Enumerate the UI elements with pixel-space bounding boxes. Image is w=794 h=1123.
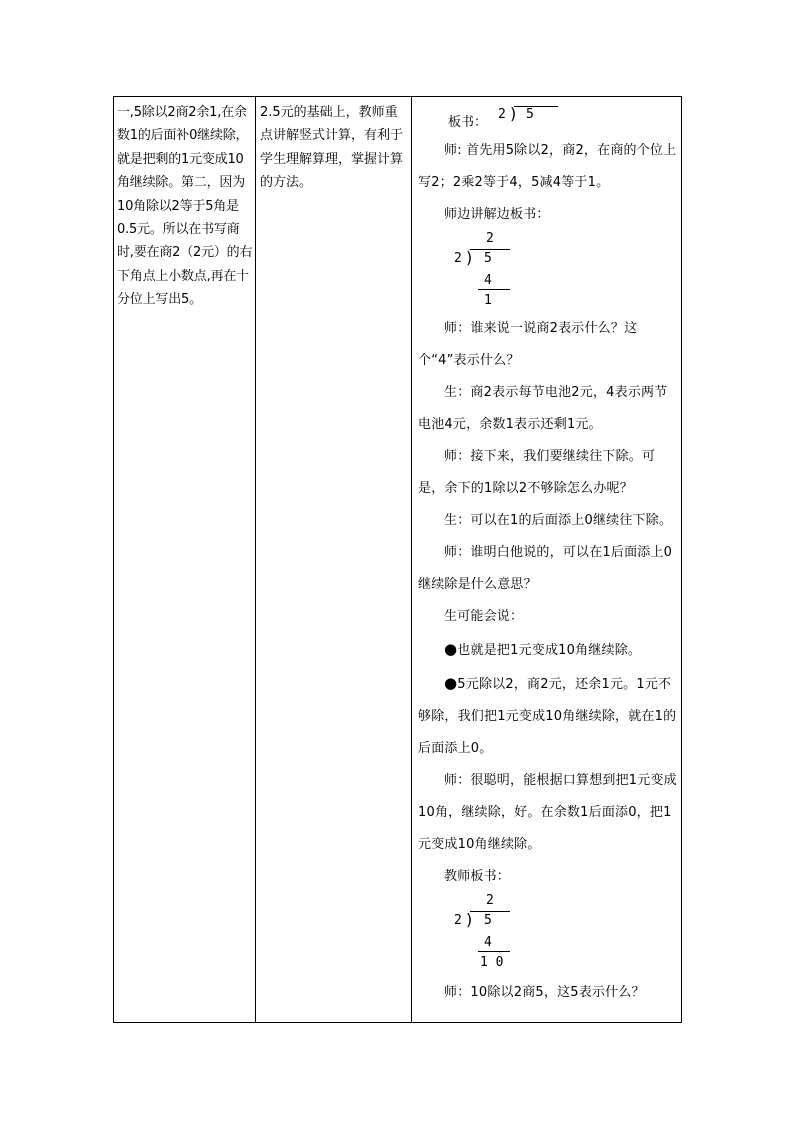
divisor: 2 (454, 913, 462, 928)
quotient: 2 (486, 893, 494, 908)
paragraph: 生可能会说： (444, 609, 524, 624)
bullet-item: ●5元除以2，商2元，还余1元。1元不够除，我们把1元变成10角继续除，就在1的后面添上0。 (418, 674, 677, 756)
remainder: 1 (484, 293, 492, 308)
lesson-table (113, 96, 682, 1023)
teaching-note-text: 2.5元的基础上，教师重点讲解竖式计算，有利于学生理解算理，掌握计算的方法。 (260, 105, 404, 191)
board-label: 板书： (448, 115, 488, 130)
bullet-icon: ● (444, 674, 458, 692)
dividend: 5 (526, 107, 534, 122)
paragraph: 师：10除以2商5，这5表示什么？ (444, 985, 645, 1000)
paragraph: 生：可以在1的后面添上0继续往下除。 (444, 513, 673, 528)
teaching-note-column (256, 97, 412, 195)
paragraph: 师: 首先用5除以2，商2，在商的个位上写2；2乘2等于4，5减4等于1。 (418, 143, 677, 190)
paragraph: 师：谁明白他说的，可以在1后面添上0继续除是什么意思？ (418, 545, 673, 592)
divisor: 2 (454, 251, 462, 266)
quotient: 2 (486, 231, 494, 246)
division-bar (470, 911, 510, 912)
paragraph: 师：很聪明，能根据口算想到把1元变成10角，继续除，好。在余数1后面添0，把1元变成10角继续除。 (418, 773, 677, 852)
dividend: 5 (484, 251, 492, 266)
long-division-board-2 (418, 231, 679, 313)
long-division-board-3 (418, 893, 679, 977)
paragraph: 生：商2表示每节电池2元，4表示两节电池4元，余数1表示还剩1元。 (418, 385, 668, 432)
bullet-item: ●也就是把1元变成10角继续除。 (444, 640, 642, 658)
paragraph: 师边讲解边板书： (444, 207, 550, 222)
board-writing-1 (418, 97, 679, 135)
paragraph: 师：接下来，我们要继续往下除。可是，余下的1除以2不够除怎么办呢？ (418, 449, 656, 496)
divisor: 2 (498, 107, 506, 122)
division-bracket-icon: ) (466, 248, 473, 267)
teaching-process-column (412, 97, 682, 1009)
paragraph: 教师板书： (444, 869, 511, 884)
subtraction-bar (478, 289, 510, 290)
product: 4 (484, 935, 492, 950)
paragraph: 师：谁来说一说商2表示什么？这个“4”表示什么？ (418, 321, 638, 368)
design-intent-text: 一,5除以2商2余1,在余数1的后面补0继续除，就是把剩的1元变成10角继续除。第二，因为10角除以2等于5角是0.5元。所以在书写商时,要在商2（2元）的右下角点上小数点,再在十分位上写出5。 (117, 105, 253, 308)
division-bar (514, 106, 558, 107)
dividend: 5 (484, 913, 492, 928)
bullet-icon: ● (444, 640, 458, 658)
subtraction-bar (478, 951, 510, 952)
division-bracket-icon: ) (466, 910, 473, 929)
design-intent-column (114, 97, 256, 312)
remainder: 1 0 (480, 955, 504, 970)
division-bracket-icon: ) (510, 104, 517, 123)
division-bar (470, 249, 510, 250)
product: 4 (484, 273, 492, 288)
